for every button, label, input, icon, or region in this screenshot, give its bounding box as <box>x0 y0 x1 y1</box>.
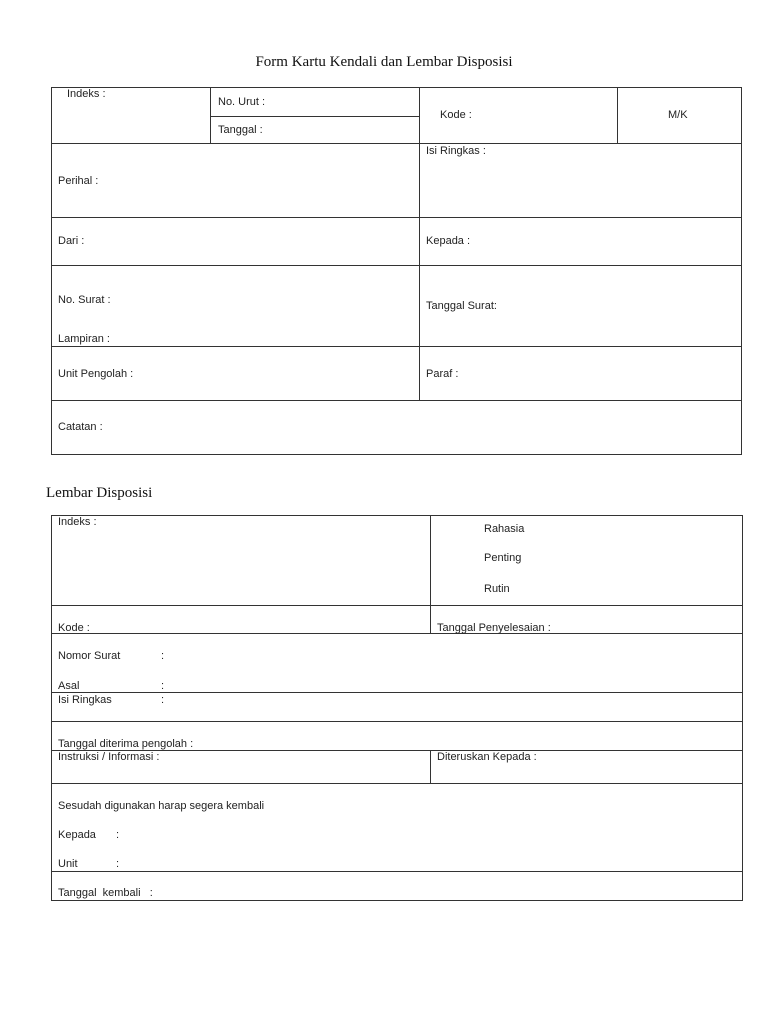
disposisi-indeks-label: Indeks : <box>58 516 97 528</box>
kartu-line <box>617 87 618 143</box>
disposisi-diteruskan-label: Diteruskan Kepada : <box>437 751 537 763</box>
kartu-lampiran-label: Lampiran : <box>58 333 110 345</box>
kartu-line <box>51 217 742 218</box>
disposisi-isi-ringkas-label: Isi Ringkas <box>58 694 112 706</box>
disposisi-title: Lembar Disposisi <box>46 485 153 501</box>
disposisi-tanggal-kembali-label: Tanggal kembali : <box>58 887 153 899</box>
kartu-kepada-label: Kepada : <box>426 235 471 247</box>
kartu-line <box>51 400 742 401</box>
disposisi-colon: : <box>116 858 120 870</box>
disposisi-colon: : <box>161 694 165 706</box>
disposisi-colon: : <box>161 650 165 662</box>
disposisi-table <box>51 515 743 901</box>
kartu-line <box>51 143 742 144</box>
disposisi-instruksi-label: Instruksi / Informasi : <box>58 751 160 763</box>
disposisi-tanggal-penyelesaian-label: Tanggal Penyelesaian : <box>437 622 551 634</box>
kartu-line <box>51 265 742 266</box>
disposisi-sesudah-label: Sesudah digunakan harap segera kembali <box>58 800 265 812</box>
disposisi-unit-label: Unit <box>58 858 78 870</box>
kartu-tanggal-surat-label: Tanggal Surat: <box>426 300 497 312</box>
kartu-line <box>419 87 420 400</box>
kartu-indeks-label: Indeks : <box>67 88 106 100</box>
disposisi-line <box>51 692 743 693</box>
kartu-perihal-label: Perihal : <box>58 175 99 187</box>
disposisi-line <box>430 750 431 783</box>
disposisi-line <box>51 633 743 634</box>
disposisi-nomor-surat-label: Nomor Surat <box>58 650 121 662</box>
kartu-line <box>210 87 211 143</box>
kartu-line <box>210 116 419 117</box>
kartu-line <box>51 346 742 347</box>
disposisi-line <box>430 515 431 633</box>
disposisi-kepada-label: Kepada <box>58 829 96 841</box>
kartu-catatan-label: Catatan : <box>58 421 103 433</box>
kartu-paraf-label: Paraf : <box>426 368 459 380</box>
page-title: Form Kartu Kendali dan Lembar Disposisi <box>255 54 513 70</box>
kartu-isi-ringkas-label: Isi Ringkas : <box>426 145 486 157</box>
disposisi-colon: : <box>116 829 120 841</box>
disposisi-colon: : <box>161 680 165 692</box>
disposisi-tanggal-diterima-label: Tanggal diterima pengolah : <box>58 738 194 750</box>
kartu-mk-label: M/K <box>668 109 688 121</box>
disposisi-line <box>51 605 743 606</box>
disposisi-rahasia-label: Rahasia <box>484 523 525 535</box>
disposisi-asal-label: Asal <box>58 680 80 692</box>
disposisi-line <box>51 721 743 722</box>
disposisi-penting-label: Penting <box>484 552 522 564</box>
kartu-unit-pengolah-label: Unit Pengolah : <box>58 368 134 380</box>
kartu-dari-label: Dari : <box>58 235 85 247</box>
kartu-kode-label: Kode : <box>440 109 472 121</box>
disposisi-line <box>51 871 743 872</box>
disposisi-line <box>51 783 743 784</box>
disposisi-rutin-label: Rutin <box>484 583 510 595</box>
kartu-tanggal-label: Tanggal : <box>218 124 263 136</box>
disposisi-kode-label: Kode : <box>58 622 90 634</box>
kartu-no-urut-label: No. Urut : <box>218 96 266 108</box>
kartu-no-surat-label: No. Surat : <box>58 294 111 306</box>
